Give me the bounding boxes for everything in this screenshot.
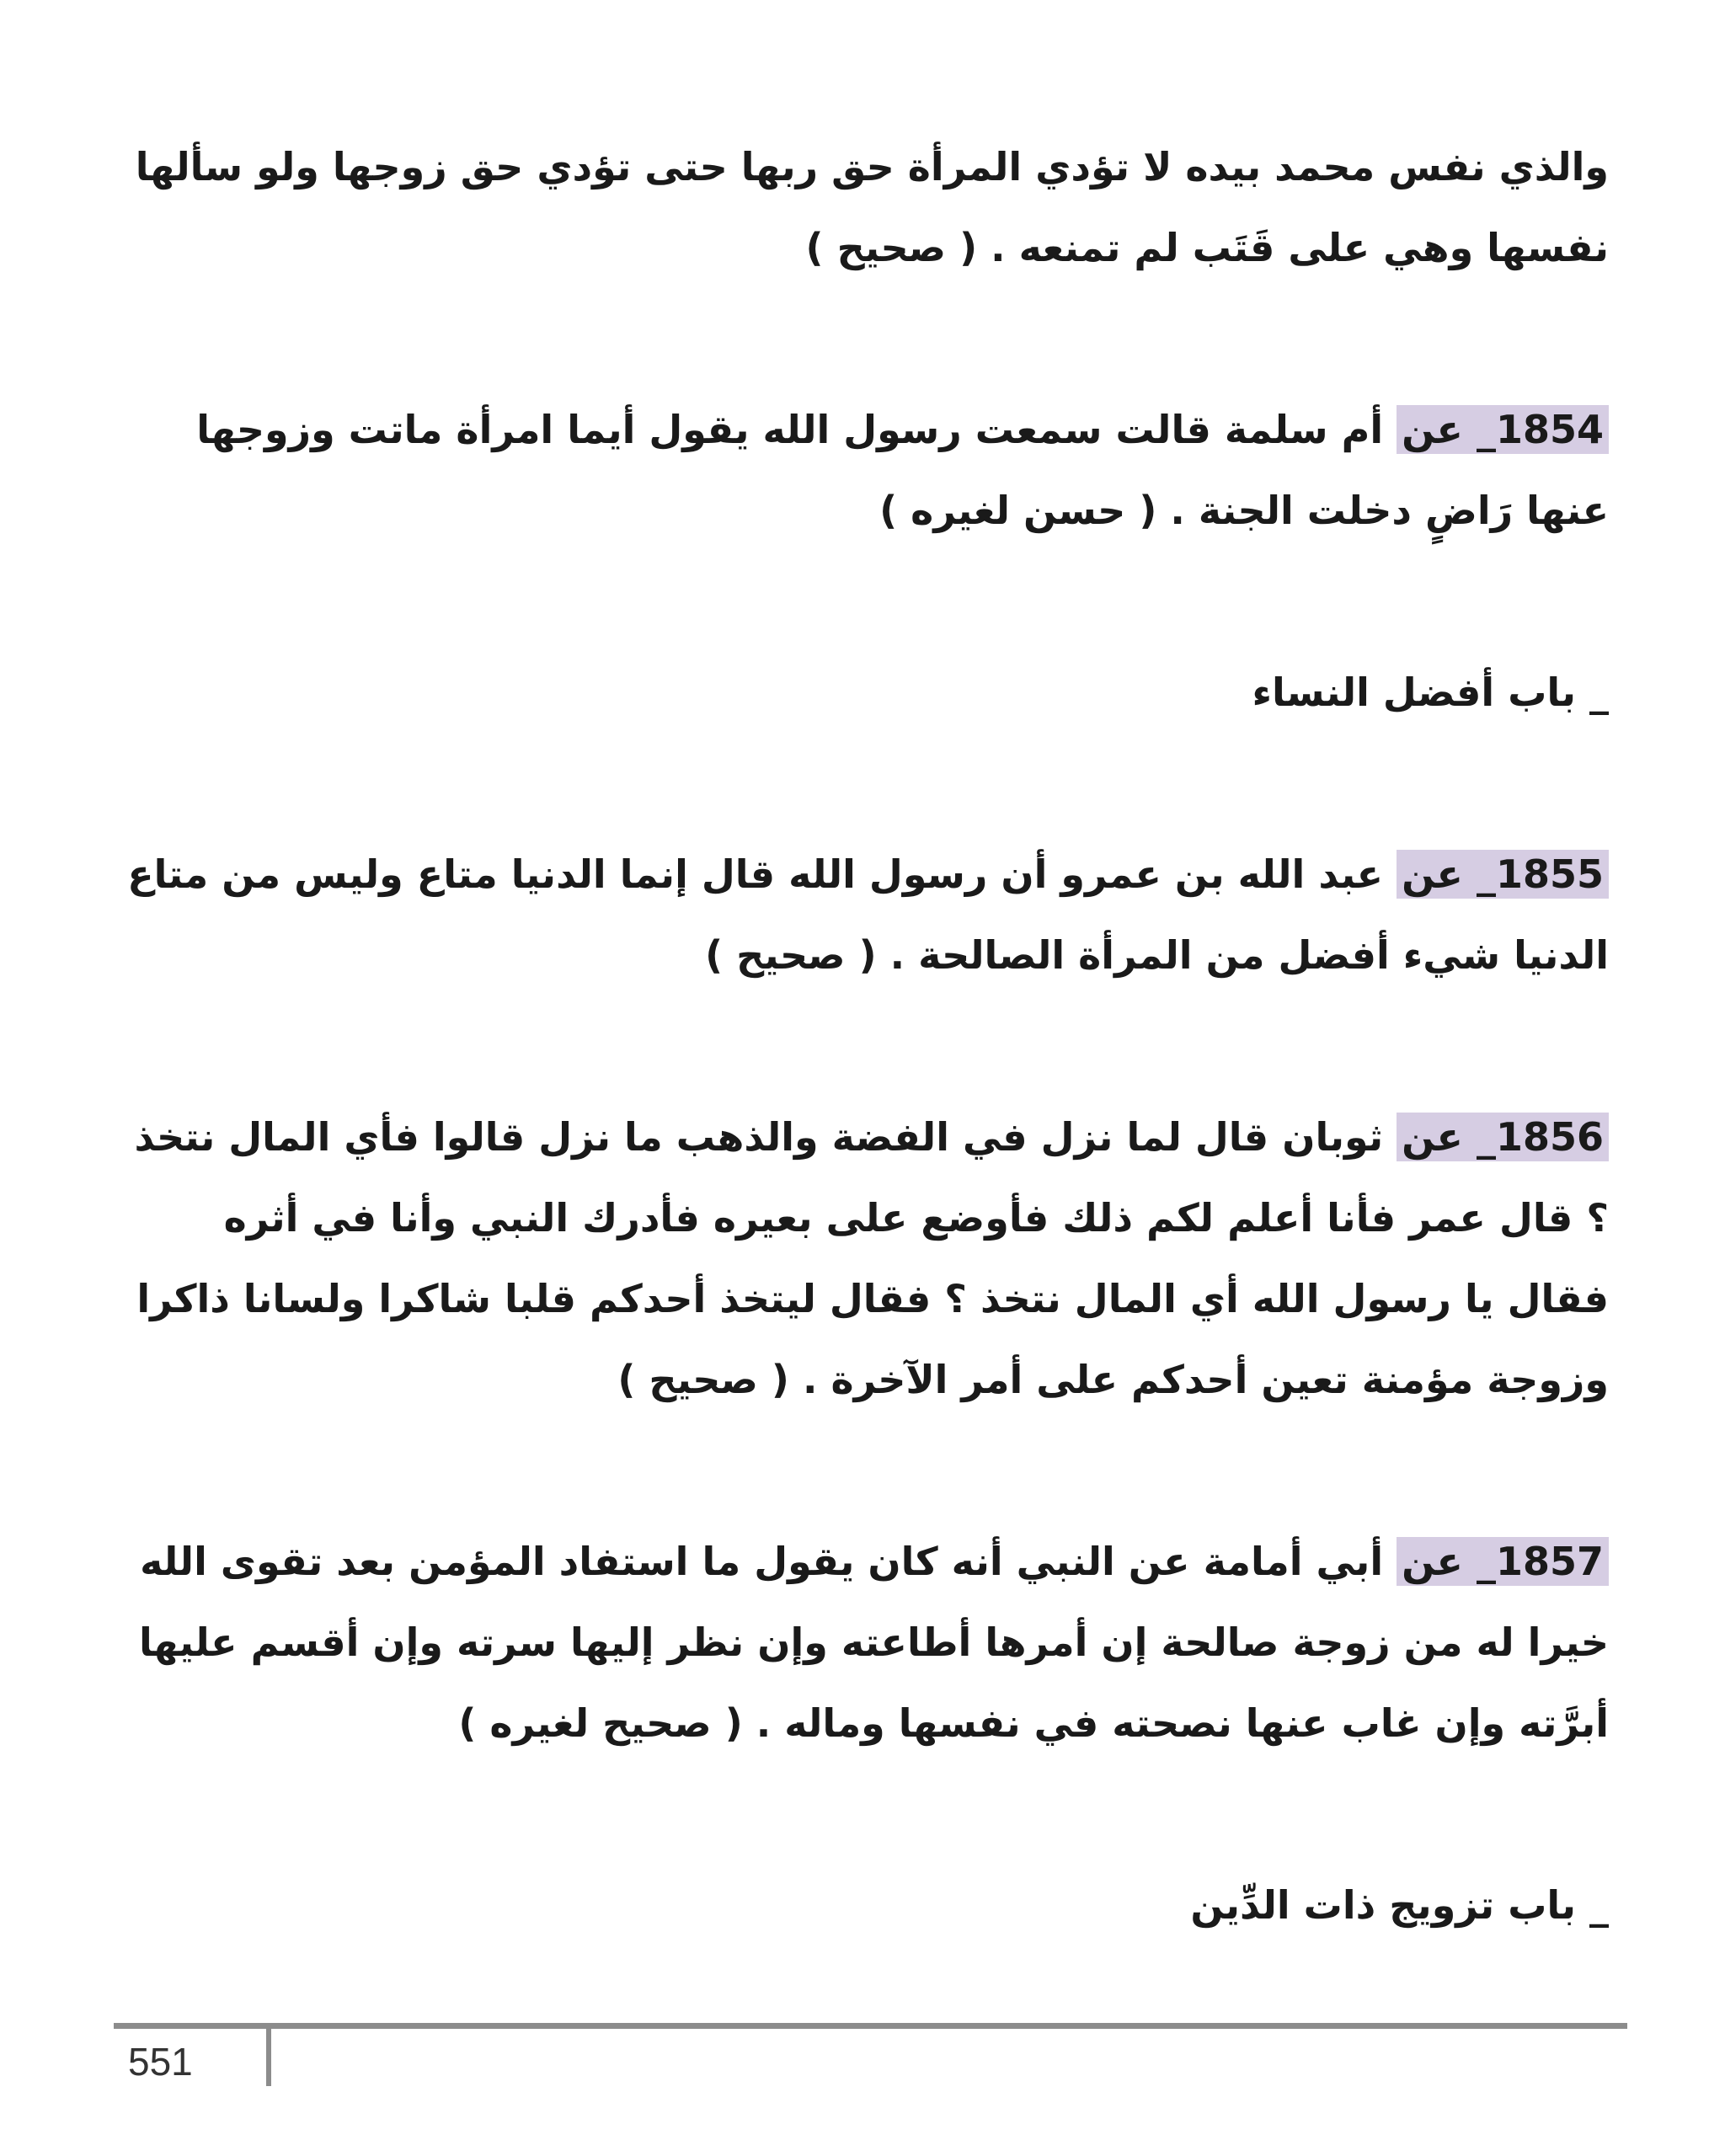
section-heading-best-women: _ باب أفضل النساء: [1252, 670, 1609, 715]
hadith-text: أم سلمة قالت سمعت رسول الله يقول أيما امرأة ماتت وزوجها عنها رَاضٍ دخلت الجنة . ( حسن لغيره ): [196, 407, 1609, 533]
hadith-number-highlight: 1857_ عن: [1397, 1537, 1609, 1586]
hadith-1856: [126, 1097, 1609, 1420]
section-heading-religious-wife: _ باب تزويج ذات الدِّين: [1190, 1882, 1609, 1928]
page-body: [126, 126, 1609, 1945]
hadith-text: ثوبان قال لما نزل في الفضة والذهب ما نزل قالوا فأي المال نتخذ ؟ قال عمر فأنا أعلم لكم ذلك فأوضع على بعيره فأدرك النبي وأنا في أثره فقال يا رسول الله أي المال نتخذ ؟ فقال ليتخذ أحدكم قلبا شاكرا ولسانا ذاكرا وزوجة مؤمنة تعين أحدكم على أمر الآخرة . ( صحيح ): [134, 1114, 1609, 1402]
hadith-1857: [126, 1521, 1609, 1764]
paragraph-continuation: [126, 126, 1609, 288]
hadith-1854: [126, 389, 1609, 551]
spacer: [126, 288, 1609, 389]
page-number: 551: [128, 2040, 193, 2084]
spacer: [126, 1420, 1609, 1521]
spacer: [126, 551, 1609, 652]
paragraph-text: والذي نفس محمد بيده لا تؤدي المرأة حق ربها حتى تؤدي حق زوجها ولو سألها نفسها وهي على قَتَب لم تمنعه . ( صحيح ): [135, 144, 1609, 270]
hadith-text: عبد الله بن عمرو أن رسول الله قال إنما الدنيا متاع وليس من متاع الدنيا شيء أفضل من المرأة الصالحة . ( صحيح ): [127, 851, 1609, 978]
hadith-number-highlight: 1855_ عن: [1397, 850, 1609, 899]
spacer: [126, 995, 1609, 1097]
hadith-text: أبي أمامة عن النبي أنه كان يقول ما استفاد المؤمن بعد تقوى الله خيرا له من زوجة صالحة إن أمرها أطاعته وإن نظر إليها سرته وإن أقسم عليها أبرَّته وإن غاب عنها نصحته في نفسها وماله . ( صحيح لغيره ): [138, 1539, 1609, 1746]
hadith-1855: [126, 834, 1609, 995]
spacer: [126, 1764, 1609, 1865]
hadith-number-highlight: 1854_ عن: [1397, 405, 1609, 454]
spacer: [126, 733, 1609, 834]
hadith-number-highlight: 1856_ عن: [1397, 1113, 1609, 1161]
footer-divider-tick: [266, 2029, 271, 2086]
footer-rule: [114, 2023, 1627, 2029]
